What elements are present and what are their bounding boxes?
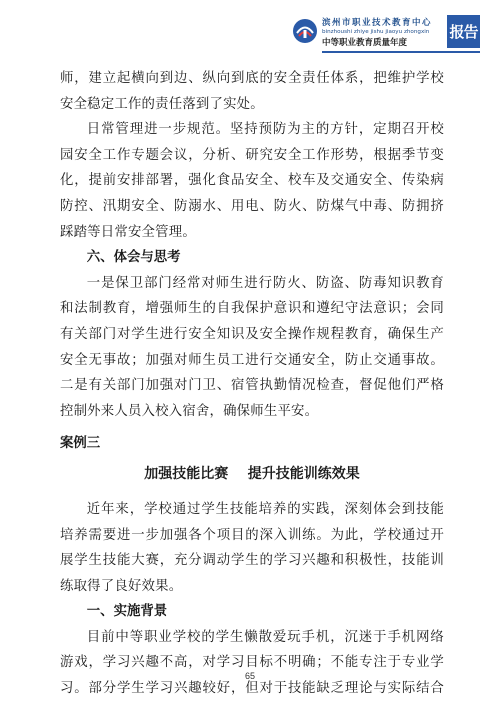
report-subtitle: 中等职业教育质量年度 <box>322 38 408 48</box>
text-line: 安全无事故；加强对师生员工进行交通安全，防止交通事故。 <box>60 352 444 368</box>
text-line: 有关部门对学生进行安全知识及安全操作规程教育，确保生产 <box>60 326 444 342</box>
section-heading-experience: 六、体会与思考 <box>86 250 181 266</box>
paragraph-experience <box>60 271 444 425</box>
paragraph-safety-responsibility <box>60 66 444 117</box>
report-badge: 报告 <box>447 15 480 48</box>
text-line: 练取得了良好效果。 <box>60 578 183 594</box>
section-heading-background: 一、实施背景 <box>86 604 168 620</box>
text-line: 安全稳定工作的责任落到了实处。 <box>60 96 264 112</box>
text-line: 防控、汛期安全、防溺水、用电、防火、防煤气中毒、防拥挤 <box>60 198 444 214</box>
org-name: 滨州市职业技术教育中心 <box>322 18 433 28</box>
case-label: 案例三 <box>60 436 101 452</box>
header-divider <box>322 51 480 53</box>
school-emblem-icon <box>292 18 318 44</box>
text-line: 培养需要进一步加强各个项目的深入训练。为此，学校通过开 <box>60 527 444 543</box>
paragraph-case-intro <box>60 497 444 599</box>
page-number: 65 <box>244 671 255 681</box>
text-line: 二是有关部门加强对门卫、宿管执勤情况检查，督促他们严格 <box>60 378 444 394</box>
text-line: 园安全工作专题会议，分析、研究安全工作形势，根据季节变 <box>60 147 444 163</box>
text-line: 控制外来人员入校入宿舍，确保师生平安。 <box>60 403 319 419</box>
text-line: 近年来，学校通过学生技能培养的实践，深刻体会到技能 <box>86 501 444 517</box>
text-line: 踩踏等日常安全管理。 <box>60 224 196 240</box>
report-header <box>292 14 484 56</box>
text-line: 目前中等职业学校的学生懒散爱玩手机，沉迷于手机网络 <box>86 629 444 645</box>
text-line: 和法制教育，增强师生的自我保护意识和遵纪守法意识；会同 <box>60 301 444 317</box>
text-line: 展学生技能大赛，充分调动学生的学习兴趣和积极性，技能训 <box>60 553 444 569</box>
paragraph-background <box>60 625 444 702</box>
text-line: 习。部分学生学习兴趣较好，但对于技能缺乏理论与实际结合 <box>60 681 444 697</box>
text-line: 化，提前安排部署，强化食品安全、校车及交通安全、传染病 <box>60 173 444 189</box>
text-line: 游戏，学习兴趣不高，对学习目标不明确；不能专注于专业学 <box>60 655 444 671</box>
text-line: 日常管理进一步规范。坚持预防为主的方针，定期召开校 <box>86 122 444 138</box>
text-line: 师，建立起横向到边、纵向到底的安全责任体系，把维护学校 <box>60 71 444 86</box>
text-line: 一是保卫部门经常对师生进行防火、防盗、防毒知识教育 <box>86 275 444 291</box>
case-title: 加强技能比赛 提升技能训练效果 <box>144 465 360 482</box>
org-pinyin: binzhoushi zhiye jishu jiaoyu zhongxin <box>322 29 430 35</box>
page-body <box>60 66 444 702</box>
paragraph-daily-management <box>60 117 444 245</box>
header-text-block <box>322 16 444 48</box>
